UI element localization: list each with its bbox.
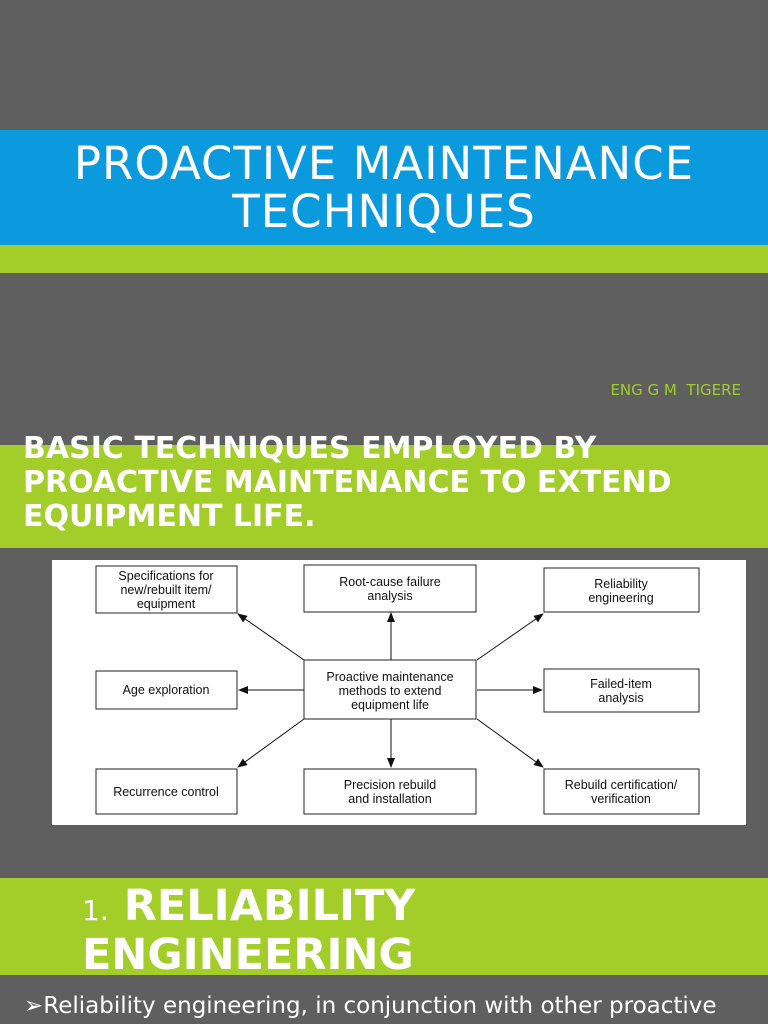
label-center-2: methods to extend xyxy=(338,684,442,698)
author-name: ENG G M TIGERE xyxy=(610,381,741,399)
arrow-bottom-left xyxy=(238,719,304,767)
heading-band xyxy=(0,431,768,548)
label-center-1: Proactive maintenance xyxy=(326,670,454,684)
label-specifications-1: Specifications for xyxy=(118,569,214,583)
body-line-1: Reliability engineering, in conjunction with other proactive xyxy=(43,993,717,1019)
label-reliability-1: Reliability xyxy=(594,577,648,591)
label-precision-rebuild-2: and installation xyxy=(348,792,432,806)
label-reliability-2: engineering xyxy=(588,591,654,605)
reliability-heading-line-1 xyxy=(82,881,416,933)
body-paragraph xyxy=(24,992,754,1020)
techniques-slide xyxy=(0,431,768,866)
label-age-exploration: Age exploration xyxy=(122,683,210,697)
section-number: 1. xyxy=(82,894,109,927)
title-slide xyxy=(0,0,768,431)
reliability-heading-line-2: ENGINEERING xyxy=(82,930,414,980)
accent-strip xyxy=(0,245,768,273)
heading-line-1: BASIC TECHNIQUES EMPLOYED BY xyxy=(23,431,597,466)
bullet-arrow-icon: ➢ xyxy=(24,993,44,1019)
arrow-bottom-right xyxy=(477,719,543,767)
diagram-canvas xyxy=(52,560,746,825)
label-rebuild-cert-1: Rebuild certification/ xyxy=(564,778,678,792)
label-recurrence-control: Recurrence control xyxy=(113,785,219,799)
reliability-heading xyxy=(82,881,416,980)
arrow-top-right xyxy=(477,614,543,660)
label-center-3: equipment life xyxy=(351,698,429,712)
reliability-word: RELIABILITY xyxy=(123,881,416,931)
techniques-diagram xyxy=(52,560,746,825)
label-specifications-2: new/rebuilt item/ xyxy=(120,583,212,597)
reliability-heading-band xyxy=(0,878,768,980)
heading-line-2: PROACTIVE MAINTENANCE TO EXTEND xyxy=(23,465,672,500)
reliability-slide xyxy=(0,866,768,1024)
label-failed-item-2: analysis xyxy=(598,691,644,705)
label-precision-rebuild-1: Precision rebuild xyxy=(343,778,437,792)
label-rebuild-cert-2: verification xyxy=(591,792,651,806)
slide-heading xyxy=(23,432,753,534)
title-band xyxy=(0,130,768,245)
label-root-cause-2: analysis xyxy=(367,589,413,603)
slide-title-line-1: PROACTIVE MAINTENANCE xyxy=(73,136,695,190)
heading-line-3: EQUIPMENT LIFE. xyxy=(23,499,316,534)
slide-title-line-2: TECHNIQUES xyxy=(232,184,536,238)
label-root-cause-1: Root-cause failure xyxy=(339,575,441,589)
arrow-top-left xyxy=(238,614,304,660)
label-specifications-3: equipment xyxy=(136,597,196,611)
label-failed-item-1: Failed-item xyxy=(590,677,652,691)
